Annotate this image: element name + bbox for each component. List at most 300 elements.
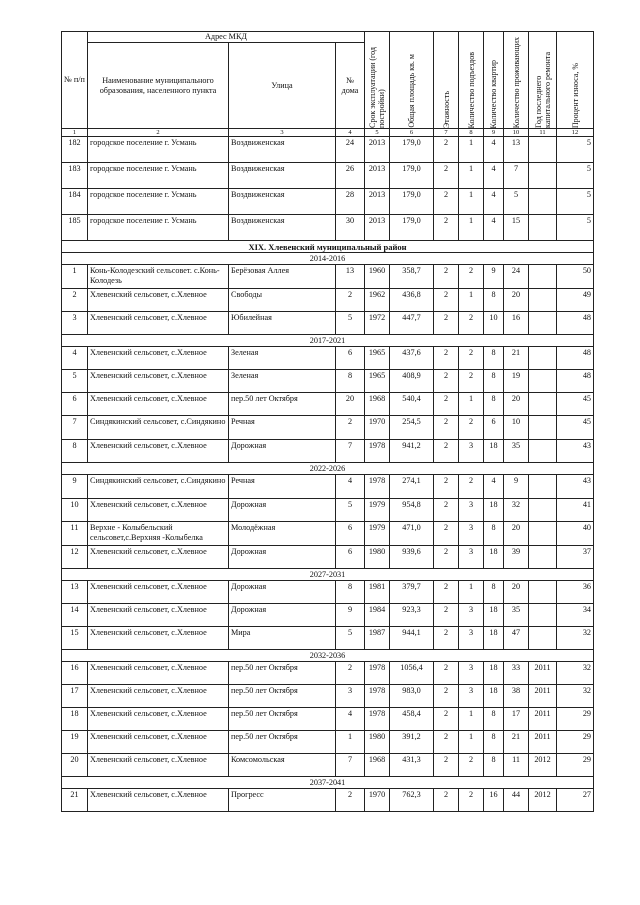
- cell-municipality: Синдякинский сельсовет, с.Синдякино: [88, 416, 229, 440]
- cell-apartments: 8: [484, 393, 504, 416]
- cell-street: Мира: [229, 627, 336, 650]
- cell-entrances: 2: [459, 370, 484, 393]
- table-row: [62, 475, 594, 499]
- cell-floors: 2: [434, 789, 459, 812]
- cell-residents: 35: [504, 604, 529, 627]
- header-floors: Этажность: [434, 32, 459, 129]
- header-last-repair: Год последнего капитального ремонта: [529, 32, 557, 129]
- cell-entrances: 2: [459, 754, 484, 777]
- cell-year-built: 1980: [365, 731, 390, 754]
- table-row: [62, 265, 594, 289]
- cell-house: 1: [336, 731, 365, 754]
- cell-area: 954,8: [390, 499, 434, 522]
- cell-apartments: 8: [484, 581, 504, 604]
- cell-np: 3: [62, 312, 88, 335]
- cell-municipality: городское поселение г. Усмань: [88, 215, 229, 241]
- cell-wear: 45: [557, 416, 594, 440]
- cell-residents: 33: [504, 662, 529, 685]
- cell-residents: 10: [504, 416, 529, 440]
- cell-entrances: 3: [459, 604, 484, 627]
- cell-street: Воздвиженская: [229, 189, 336, 215]
- cell-wear: 45: [557, 393, 594, 416]
- cell-entrances: 1: [459, 393, 484, 416]
- cell-apartments: 8: [484, 754, 504, 777]
- cell-area: 179,0: [390, 163, 434, 189]
- cell-apartments: 8: [484, 731, 504, 754]
- table-row: [62, 731, 594, 754]
- cell-residents: 11: [504, 754, 529, 777]
- cell-apartments: 18: [484, 546, 504, 569]
- cell-last-repair: [529, 347, 557, 370]
- cell-house: 13: [336, 265, 365, 289]
- cell-year-built: 1978: [365, 685, 390, 708]
- cell-area: 179,0: [390, 215, 434, 241]
- cell-apartments: 18: [484, 685, 504, 708]
- cell-street: Зеленая: [229, 370, 336, 393]
- cell-floors: 2: [434, 499, 459, 522]
- cell-house: 8: [336, 581, 365, 604]
- cell-last-repair: [529, 393, 557, 416]
- cell-residents: 9: [504, 475, 529, 499]
- cell-apartments: 8: [484, 370, 504, 393]
- cell-apartments: 10: [484, 312, 504, 335]
- cell-house: 8: [336, 370, 365, 393]
- cell-entrances: 2: [459, 416, 484, 440]
- cell-np: 4: [62, 347, 88, 370]
- cell-wear: 32: [557, 685, 594, 708]
- cell-area: 923,3: [390, 604, 434, 627]
- cell-entrances: 1: [459, 137, 484, 163]
- cell-street: пер.50 лет Октября: [229, 393, 336, 416]
- cell-floors: 2: [434, 265, 459, 289]
- cell-area: 540,4: [390, 393, 434, 416]
- cell-municipality: Хлевенский сельсовет, с.Хлевное: [88, 499, 229, 522]
- table-row: [62, 604, 594, 627]
- cell-np: 20: [62, 754, 88, 777]
- cell-house: 26: [336, 163, 365, 189]
- cell-municipality: Конь-Колодезский сельсовет. с.Конь-Колодезь: [88, 265, 229, 289]
- table-row: [62, 581, 594, 604]
- cell-np: 11: [62, 522, 88, 546]
- cell-year-built: 1965: [365, 347, 390, 370]
- cell-last-repair: [529, 163, 557, 189]
- cell-apartments: 18: [484, 440, 504, 463]
- cell-municipality: Хлевенский сельсовет, с.Хлевное: [88, 662, 229, 685]
- cell-floors: 2: [434, 312, 459, 335]
- cell-house: 2: [336, 416, 365, 440]
- cell-entrances: 1: [459, 708, 484, 731]
- cell-apartments: 4: [484, 189, 504, 215]
- cell-street: Дорожная: [229, 581, 336, 604]
- cell-municipality: Хлевенский сельсовет, с.Хлевное: [88, 627, 229, 650]
- table-row: [62, 289, 594, 312]
- cell-street: Воздвиженская: [229, 137, 336, 163]
- table-header: [62, 32, 594, 137]
- header-entrances: Количество подъездов: [459, 32, 484, 129]
- cell-entrances: 2: [459, 312, 484, 335]
- table-row: [62, 662, 594, 685]
- cell-floors: 2: [434, 662, 459, 685]
- cell-np: 2: [62, 289, 88, 312]
- cell-wear: 32: [557, 662, 594, 685]
- header-apartments: Количество квартир: [484, 32, 504, 129]
- cell-municipality: Хлевенский сельсовет, с.Хлевное: [88, 546, 229, 569]
- cell-floors: 2: [434, 731, 459, 754]
- cell-street: Воздвиженская: [229, 163, 336, 189]
- cell-municipality: Хлевенский сельсовет, с.Хлевное: [88, 789, 229, 812]
- cell-year-built: 1970: [365, 416, 390, 440]
- cell-street: пер.50 лет Октября: [229, 708, 336, 731]
- cell-municipality: Хлевенский сельсовет, с.Хлевное: [88, 731, 229, 754]
- cell-year-built: 1968: [365, 393, 390, 416]
- cell-area: 431,3: [390, 754, 434, 777]
- cell-area: 437,6: [390, 347, 434, 370]
- cell-wear: 40: [557, 522, 594, 546]
- cell-year-built: 1978: [365, 440, 390, 463]
- cell-street: пер.50 лет Октября: [229, 662, 336, 685]
- cell-floors: 2: [434, 522, 459, 546]
- cell-entrances: 3: [459, 440, 484, 463]
- cell-apartments: 4: [484, 163, 504, 189]
- period-row: [62, 777, 594, 789]
- cell-year-built: 1980: [365, 546, 390, 569]
- cell-floors: 2: [434, 546, 459, 569]
- cell-last-repair: [529, 289, 557, 312]
- cell-np: 8: [62, 440, 88, 463]
- cell-street: Юбилейная: [229, 312, 336, 335]
- cell-entrances: 3: [459, 546, 484, 569]
- cell-municipality: Хлевенский сельсовет, с.Хлевное: [88, 754, 229, 777]
- cell-entrances: 2: [459, 265, 484, 289]
- cell-np: 184: [62, 189, 88, 215]
- cell-last-repair: [529, 215, 557, 241]
- cell-area: 436,8: [390, 289, 434, 312]
- cell-floors: 2: [434, 289, 459, 312]
- cell-np: 18: [62, 708, 88, 731]
- cell-np: 185: [62, 215, 88, 241]
- cell-municipality: Хлевенский сельсовет, с.Хлевное: [88, 604, 229, 627]
- cell-last-repair: [529, 440, 557, 463]
- cell-house: 7: [336, 440, 365, 463]
- cell-entrances: 1: [459, 189, 484, 215]
- period-row: [62, 569, 594, 581]
- cell-area: 274,1: [390, 475, 434, 499]
- cell-entrances: 3: [459, 685, 484, 708]
- column-index: 6: [390, 129, 434, 137]
- header-wear: Процент износа, %: [557, 32, 594, 129]
- cell-residents: 21: [504, 731, 529, 754]
- cell-municipality: Хлевенский сельсовет, с.Хлевное: [88, 685, 229, 708]
- cell-np: 10: [62, 499, 88, 522]
- cell-entrances: 3: [459, 662, 484, 685]
- section-title: XIX. Хлевенский муниципальный район: [62, 241, 594, 253]
- cell-year-built: 1987: [365, 627, 390, 650]
- cell-municipality: Хлевенский сельсовет, с.Хлевное: [88, 708, 229, 731]
- column-index: 1: [62, 129, 88, 137]
- cell-house: 2: [336, 289, 365, 312]
- cell-year-built: 1968: [365, 754, 390, 777]
- cell-floors: 2: [434, 604, 459, 627]
- cell-street: Дорожная: [229, 499, 336, 522]
- cell-municipality: городское поселение г. Усмань: [88, 163, 229, 189]
- cell-last-repair: 2011: [529, 662, 557, 685]
- cell-entrances: 3: [459, 627, 484, 650]
- header-municipality: Наименование муниципального образования, населенного пункта: [88, 43, 229, 129]
- cell-last-repair: [529, 416, 557, 440]
- cell-street: Молодёжная: [229, 522, 336, 546]
- header-address-group: Адрес МКД: [88, 32, 365, 43]
- cell-year-built: 1965: [365, 370, 390, 393]
- period-row: [62, 335, 594, 347]
- cell-residents: 19: [504, 370, 529, 393]
- cell-house: 6: [336, 546, 365, 569]
- cell-wear: 48: [557, 370, 594, 393]
- cell-last-repair: [529, 499, 557, 522]
- table-row: [62, 754, 594, 777]
- cell-residents: 38: [504, 685, 529, 708]
- cell-area: 458,4: [390, 708, 434, 731]
- cell-municipality: Хлевенский сельсовет, с.Хлевное: [88, 312, 229, 335]
- column-index: 8: [459, 129, 484, 137]
- table-row: [62, 499, 594, 522]
- table-row: [62, 440, 594, 463]
- cell-municipality: Верхне - Колыбельский сельсовет,с.Верхняя -Колыбелка: [88, 522, 229, 546]
- column-index: 7: [434, 129, 459, 137]
- cell-area: 408,9: [390, 370, 434, 393]
- cell-last-repair: [529, 604, 557, 627]
- cell-wear: 43: [557, 440, 594, 463]
- cell-residents: 24: [504, 265, 529, 289]
- cell-street: Прогресс: [229, 789, 336, 812]
- cell-entrances: 1: [459, 289, 484, 312]
- header-street: Улица: [229, 43, 336, 129]
- cell-area: 447,7: [390, 312, 434, 335]
- cell-np: 6: [62, 393, 88, 416]
- cell-street: Дорожная: [229, 546, 336, 569]
- period-label: 2037-2041: [62, 777, 594, 789]
- cell-year-built: 2013: [365, 189, 390, 215]
- cell-last-repair: 2011: [529, 731, 557, 754]
- table-row: [62, 347, 594, 370]
- period-label: 2017-2021: [62, 335, 594, 347]
- cell-residents: 39: [504, 546, 529, 569]
- cell-area: 471,0: [390, 522, 434, 546]
- cell-last-repair: 2012: [529, 754, 557, 777]
- table-row: [62, 546, 594, 569]
- cell-area: 939,6: [390, 546, 434, 569]
- cell-year-built: 1978: [365, 662, 390, 685]
- cell-street: Зеленая: [229, 347, 336, 370]
- cell-np: 17: [62, 685, 88, 708]
- cell-area: 983,0: [390, 685, 434, 708]
- cell-residents: 20: [504, 393, 529, 416]
- cell-street: Дорожная: [229, 440, 336, 463]
- table-row: [62, 215, 594, 241]
- cell-floors: 2: [434, 347, 459, 370]
- column-index-row: [62, 129, 594, 137]
- cell-municipality: Хлевенский сельсовет, с.Хлевное: [88, 347, 229, 370]
- header-house: № дома: [336, 43, 365, 129]
- cell-residents: 20: [504, 289, 529, 312]
- cell-last-repair: [529, 370, 557, 393]
- cell-np: 5: [62, 370, 88, 393]
- cell-wear: 34: [557, 604, 594, 627]
- cell-entrances: 3: [459, 499, 484, 522]
- cell-apartments: 9: [484, 265, 504, 289]
- cell-municipality: Хлевенский сельсовет, с.Хлевное: [88, 440, 229, 463]
- cell-apartments: 18: [484, 627, 504, 650]
- cell-last-repair: 2011: [529, 685, 557, 708]
- cell-floors: 2: [434, 137, 459, 163]
- cell-street: Речная: [229, 416, 336, 440]
- cell-np: 9: [62, 475, 88, 499]
- cell-municipality: городское поселение г. Усмань: [88, 137, 229, 163]
- cell-year-built: 2013: [365, 163, 390, 189]
- table-row: [62, 163, 594, 189]
- cell-apartments: 8: [484, 347, 504, 370]
- cell-floors: 2: [434, 475, 459, 499]
- cell-floors: 2: [434, 685, 459, 708]
- cell-apartments: 8: [484, 289, 504, 312]
- table-row: [62, 627, 594, 650]
- table-row: [62, 312, 594, 335]
- cell-np: 1: [62, 265, 88, 289]
- cell-apartments: 18: [484, 499, 504, 522]
- cell-municipality: городское поселение г. Усмань: [88, 189, 229, 215]
- cell-wear: 5: [557, 163, 594, 189]
- cell-floors: 2: [434, 370, 459, 393]
- cell-wear: 29: [557, 731, 594, 754]
- cell-residents: 20: [504, 522, 529, 546]
- cell-np: 13: [62, 581, 88, 604]
- cell-residents: 32: [504, 499, 529, 522]
- cell-year-built: 2013: [365, 137, 390, 163]
- cell-last-repair: [529, 581, 557, 604]
- section-row: [62, 241, 594, 253]
- cell-floors: 2: [434, 416, 459, 440]
- cell-floors: 2: [434, 440, 459, 463]
- cell-entrances: 1: [459, 163, 484, 189]
- cell-wear: 48: [557, 312, 594, 335]
- column-index: 2: [88, 129, 229, 137]
- cell-last-repair: [529, 189, 557, 215]
- cell-house: 3: [336, 685, 365, 708]
- cell-floors: 2: [434, 189, 459, 215]
- cell-wear: 50: [557, 265, 594, 289]
- housing-register-table: [61, 31, 594, 812]
- period-row: [62, 463, 594, 475]
- cell-wear: 29: [557, 754, 594, 777]
- cell-year-built: 1981: [365, 581, 390, 604]
- cell-apartments: 8: [484, 522, 504, 546]
- cell-house: 20: [336, 393, 365, 416]
- cell-municipality: Хлевенский сельсовет, с.Хлевное: [88, 581, 229, 604]
- cell-area: 762,3: [390, 789, 434, 812]
- cell-year-built: 1962: [365, 289, 390, 312]
- cell-street: Речная: [229, 475, 336, 499]
- cell-area: 391,2: [390, 731, 434, 754]
- housing-register-sheet: [61, 31, 593, 812]
- cell-residents: 7: [504, 163, 529, 189]
- column-index: 12: [557, 129, 594, 137]
- cell-municipality: Хлевенский сельсовет, с.Хлевное: [88, 393, 229, 416]
- cell-residents: 35: [504, 440, 529, 463]
- cell-year-built: 1979: [365, 499, 390, 522]
- cell-wear: 41: [557, 499, 594, 522]
- cell-apartments: 6: [484, 416, 504, 440]
- cell-apartments: 16: [484, 789, 504, 812]
- cell-year-built: 1972: [365, 312, 390, 335]
- cell-area: 379,7: [390, 581, 434, 604]
- cell-np: 15: [62, 627, 88, 650]
- period-label: 2022-2026: [62, 463, 594, 475]
- cell-apartments: 8: [484, 708, 504, 731]
- cell-last-repair: [529, 137, 557, 163]
- cell-residents: 44: [504, 789, 529, 812]
- header-year-built: Срок эксплуатации (год постройки): [365, 32, 390, 129]
- cell-np: 14: [62, 604, 88, 627]
- cell-wear: 37: [557, 546, 594, 569]
- cell-municipality: Хлевенский сельсовет, с.Хлевное: [88, 370, 229, 393]
- table-row: [62, 189, 594, 215]
- cell-residents: 15: [504, 215, 529, 241]
- table-row: [62, 370, 594, 393]
- cell-year-built: 1984: [365, 604, 390, 627]
- cell-house: 30: [336, 215, 365, 241]
- cell-wear: 29: [557, 708, 594, 731]
- cell-apartments: 4: [484, 475, 504, 499]
- cell-municipality: Синдякинский сельсовет, с.Синдякино: [88, 475, 229, 499]
- cell-house: 5: [336, 499, 365, 522]
- cell-floors: 2: [434, 393, 459, 416]
- cell-house: 5: [336, 312, 365, 335]
- cell-area: 1056,4: [390, 662, 434, 685]
- cell-street: Дорожная: [229, 604, 336, 627]
- cell-wear: 5: [557, 215, 594, 241]
- cell-residents: 20: [504, 581, 529, 604]
- cell-year-built: 1978: [365, 475, 390, 499]
- cell-np: 16: [62, 662, 88, 685]
- header-residents: Количество проживающих: [504, 32, 529, 129]
- cell-house: 24: [336, 137, 365, 163]
- cell-wear: 49: [557, 289, 594, 312]
- cell-area: 179,0: [390, 137, 434, 163]
- cell-wear: 5: [557, 189, 594, 215]
- cell-residents: 16: [504, 312, 529, 335]
- cell-apartments: 18: [484, 604, 504, 627]
- cell-year-built: 2013: [365, 215, 390, 241]
- cell-house: 4: [336, 475, 365, 499]
- cell-street: Воздвиженская: [229, 215, 336, 241]
- cell-year-built: 1978: [365, 708, 390, 731]
- cell-house: 6: [336, 522, 365, 546]
- table-row: [62, 789, 594, 812]
- cell-wear: 36: [557, 581, 594, 604]
- cell-apartments: 4: [484, 215, 504, 241]
- cell-np: 19: [62, 731, 88, 754]
- cell-floors: 2: [434, 754, 459, 777]
- table-row: [62, 137, 594, 163]
- cell-year-built: 1970: [365, 789, 390, 812]
- cell-wear: 5: [557, 137, 594, 163]
- cell-floors: 2: [434, 581, 459, 604]
- cell-house: 4: [336, 708, 365, 731]
- column-index: 4: [336, 129, 365, 137]
- period-label: 2032-2036: [62, 650, 594, 662]
- period-label: 2027-2031: [62, 569, 594, 581]
- cell-entrances: 1: [459, 215, 484, 241]
- cell-residents: 21: [504, 347, 529, 370]
